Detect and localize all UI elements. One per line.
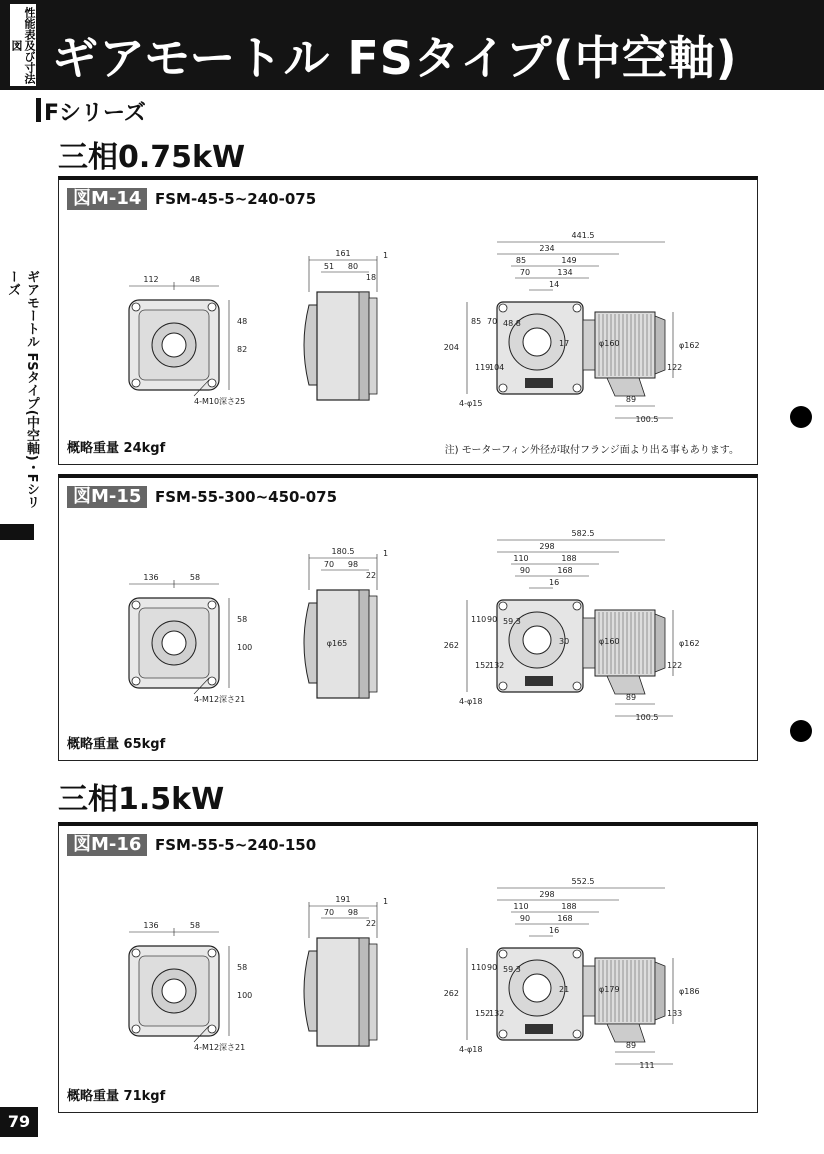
dim-height-e: 48.8 — [503, 319, 521, 328]
dim-side-total: 180.5 — [331, 547, 355, 556]
dim-side-d: 1 — [383, 897, 389, 906]
dim-width-d: 70 — [519, 268, 531, 277]
figure-number: 図M-16 — [67, 834, 147, 856]
side-view — [304, 249, 388, 400]
section-title-075: 三相0.75kW — [58, 140, 246, 175]
dim-front-half: 58 — [189, 921, 201, 930]
dim-height-total: 262 — [443, 989, 459, 998]
dim-mount-holes: 4-φ15 — [459, 399, 483, 408]
dim-side-a: 70 — [323, 908, 335, 917]
dim-side-c: 22 — [365, 919, 377, 928]
dim-motor-dia: φ160 — [599, 339, 620, 348]
series-label: Fシリーズ — [44, 101, 146, 126]
front-view — [129, 921, 252, 1052]
dim-fin-dia: φ162 — [679, 639, 700, 648]
main-view — [444, 529, 700, 722]
dim-offset: 30 — [559, 637, 570, 646]
dim-height-a: 110 — [471, 963, 487, 972]
category-tag: 性能表及び寸法図 — [10, 4, 36, 86]
dim-motor-height: 122 — [667, 363, 683, 372]
dim-side-d: 1 — [383, 251, 389, 260]
dim-height-a: 110 — [471, 615, 487, 624]
dim-height-b: 90 — [487, 615, 498, 624]
dim-width-f: 14 — [549, 280, 560, 289]
dim-base-b: 111 — [639, 1061, 655, 1070]
dim-width-c: 188 — [561, 554, 577, 563]
dim-tap-hole: 4-M12深さ21 — [194, 1043, 246, 1052]
dim-overall: 552.5 — [571, 877, 595, 886]
front-view — [129, 275, 247, 406]
dim-width-c: 149 — [561, 256, 577, 265]
dim-base-b: 100.5 — [635, 415, 659, 424]
dim-offset: 21 — [559, 985, 570, 994]
dim-mount-holes: 4-φ18 — [459, 1045, 483, 1054]
dim-offset: 17 — [559, 339, 570, 348]
model-number: FSM-55-300~450-075 — [155, 488, 338, 506]
dimension-drawing — [59, 866, 757, 1076]
dim-fin-dia: φ162 — [679, 341, 700, 350]
section-title-15: 三相1.5kW — [58, 782, 225, 817]
dim-motor-height: 133 — [667, 1009, 683, 1018]
dim-height-total: 262 — [443, 641, 459, 650]
dim-width-e: 134 — [557, 268, 573, 277]
dim-height-total: 204 — [443, 343, 459, 352]
dim-base-a: 89 — [625, 1041, 637, 1050]
main-view — [444, 231, 700, 424]
figure-number: 図M-15 — [67, 486, 147, 508]
dim-width-d: 90 — [519, 914, 531, 923]
dim-width-a: 298 — [539, 890, 555, 899]
series-marker — [36, 98, 41, 122]
dimension-drawing — [59, 518, 757, 728]
dim-overall: 441.5 — [571, 231, 595, 240]
dim-front-width: 136 — [143, 573, 159, 582]
dim-base-b: 100.5 — [635, 713, 659, 722]
dim-front-half: 58 — [189, 573, 201, 582]
dim-front-h1: 48 — [237, 317, 248, 326]
dim-width-d: 90 — [519, 566, 531, 575]
page-title: ギアモートル FSタイプ(中空軸) — [52, 31, 738, 85]
dim-mount-holes: 4-φ18 — [459, 697, 483, 706]
dim-side-a: 70 — [323, 560, 335, 569]
figure-panel-m16 — [58, 822, 758, 1113]
dim-side-a: 51 — [323, 262, 335, 271]
binder-hole — [790, 720, 812, 742]
dim-front-h2: 100 — [237, 991, 253, 1000]
model-number: FSM-45-5~240-075 — [155, 190, 317, 208]
dim-height-c: 119 — [475, 363, 491, 372]
dim-front-h1: 58 — [237, 963, 248, 972]
dim-height-c: 152 — [475, 661, 491, 670]
dim-front-h2: 100 — [237, 643, 253, 652]
dim-side-b: 98 — [347, 908, 359, 917]
dim-front-width: 112 — [143, 275, 159, 284]
sidebar-marker — [0, 524, 34, 540]
dim-side-c: 18 — [365, 273, 377, 282]
dim-tap-hole: 4-M12深さ21 — [194, 695, 246, 704]
dim-width-f: 16 — [549, 926, 560, 935]
dim-height-d: 132 — [489, 1009, 505, 1018]
dim-base-a: 89 — [625, 693, 637, 702]
side-view — [304, 895, 388, 1046]
dim-width-f: 16 — [549, 578, 560, 587]
dim-motor-dia: φ179 — [599, 985, 620, 994]
page-number: 79 — [0, 1107, 38, 1137]
binder-hole — [790, 406, 812, 428]
dim-side-d: 1 — [383, 549, 389, 558]
dim-side-total: 161 — [335, 249, 351, 258]
dim-width-c: 188 — [561, 902, 577, 911]
dim-overall: 582.5 — [571, 529, 595, 538]
header-bar — [0, 0, 824, 90]
dim-side-bore: φ165 — [326, 639, 348, 648]
side-view — [304, 547, 388, 698]
model-number: FSM-55-5~240-150 — [155, 836, 317, 854]
dim-front-h1: 58 — [237, 615, 248, 624]
dim-width-b: 110 — [513, 554, 529, 563]
sidebar-label: ギアモートル FSタイプ(中空軸)・Fシリーズ — [5, 270, 39, 509]
dim-height-e: 59.3 — [503, 617, 521, 626]
dim-side-total: 191 — [335, 895, 351, 904]
dim-height-a: 85 — [471, 317, 482, 326]
dim-height-b: 70 — [487, 317, 498, 326]
dim-width-a: 234 — [539, 244, 555, 253]
figure-number: 図M-14 — [67, 188, 147, 210]
approx-weight: 概略重量 65kgf — [67, 737, 166, 752]
dim-front-width: 136 — [143, 921, 159, 930]
dim-front-half: 48 — [189, 275, 201, 284]
dim-height-e: 59.3 — [503, 965, 521, 974]
footnote: 注) モーターフィン外径が取付フランジ面より出る事もあります。 — [444, 445, 739, 456]
dim-width-b: 110 — [513, 902, 529, 911]
dim-height-d: 104 — [489, 363, 505, 372]
dim-height-c: 152 — [475, 1009, 491, 1018]
approx-weight: 概略重量 24kgf — [67, 441, 166, 456]
main-view — [444, 877, 700, 1070]
figure-panel-m15 — [58, 474, 758, 761]
dim-base-a: 89 — [625, 395, 637, 404]
dim-tap-hole: 4-M10深さ25 — [194, 397, 246, 406]
dimension-drawing — [59, 220, 757, 430]
approx-weight: 概略重量 71kgf — [67, 1089, 166, 1104]
dim-front-h2: 82 — [237, 345, 248, 354]
dim-side-c: 22 — [365, 571, 377, 580]
dim-width-e: 168 — [557, 566, 573, 575]
dim-side-b: 80 — [347, 262, 359, 271]
dim-side-b: 98 — [347, 560, 359, 569]
dim-motor-height: 122 — [667, 661, 683, 670]
dim-fin-dia: φ186 — [679, 987, 700, 996]
figure-panel-m14 — [58, 176, 758, 465]
dim-height-d: 132 — [489, 661, 505, 670]
dim-height-b: 90 — [487, 963, 498, 972]
dim-width-e: 168 — [557, 914, 573, 923]
dim-width-b: 85 — [515, 256, 527, 265]
dim-motor-dia: φ160 — [599, 637, 620, 646]
dim-width-a: 298 — [539, 542, 555, 551]
front-view — [129, 573, 252, 704]
